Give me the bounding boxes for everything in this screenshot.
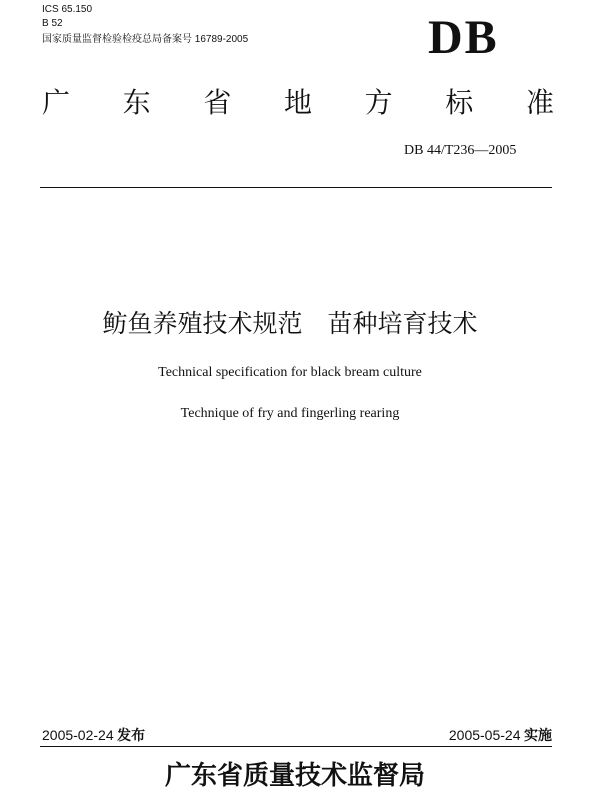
standard-type-title xyxy=(42,86,554,120)
title-char: 方 xyxy=(364,86,393,119)
implementation-date xyxy=(449,726,552,746)
document-title-english: Technical specification for black bream culture xyxy=(158,365,422,380)
standard-number: DB 44/T236—2005 xyxy=(404,143,517,158)
ics-code: ICS 65.150 xyxy=(42,4,93,15)
title-char: 东 xyxy=(122,86,151,119)
implementation-label: 实施 xyxy=(524,728,552,744)
db-logo: DB xyxy=(428,11,499,64)
issuing-authority: 广东省质量技术监督局 xyxy=(164,761,425,791)
bottom-divider xyxy=(40,746,552,747)
title-char: 省 xyxy=(203,86,232,119)
title-char: 标 xyxy=(445,86,474,119)
title-char: 准 xyxy=(525,86,554,119)
document-subtitle-english: Technique of fry and fingerling rearing xyxy=(180,406,400,421)
issue-label: 发布 xyxy=(117,728,146,744)
implementation-date-value: 2005-05-24 xyxy=(448,727,521,743)
title-char: 广 xyxy=(42,86,71,119)
top-divider xyxy=(40,187,552,188)
ccs-code: B 52 xyxy=(42,18,63,29)
record-number: 国家质量监督检验检疫总局备案号 16789-2005 xyxy=(42,34,249,45)
title-char: 地 xyxy=(283,86,312,119)
issue-date xyxy=(42,726,145,746)
issue-date-value: 2005-02-24 xyxy=(42,727,114,743)
document-title-chinese: 鲂鱼养殖技术规范 苗种培育技术 xyxy=(102,309,478,338)
